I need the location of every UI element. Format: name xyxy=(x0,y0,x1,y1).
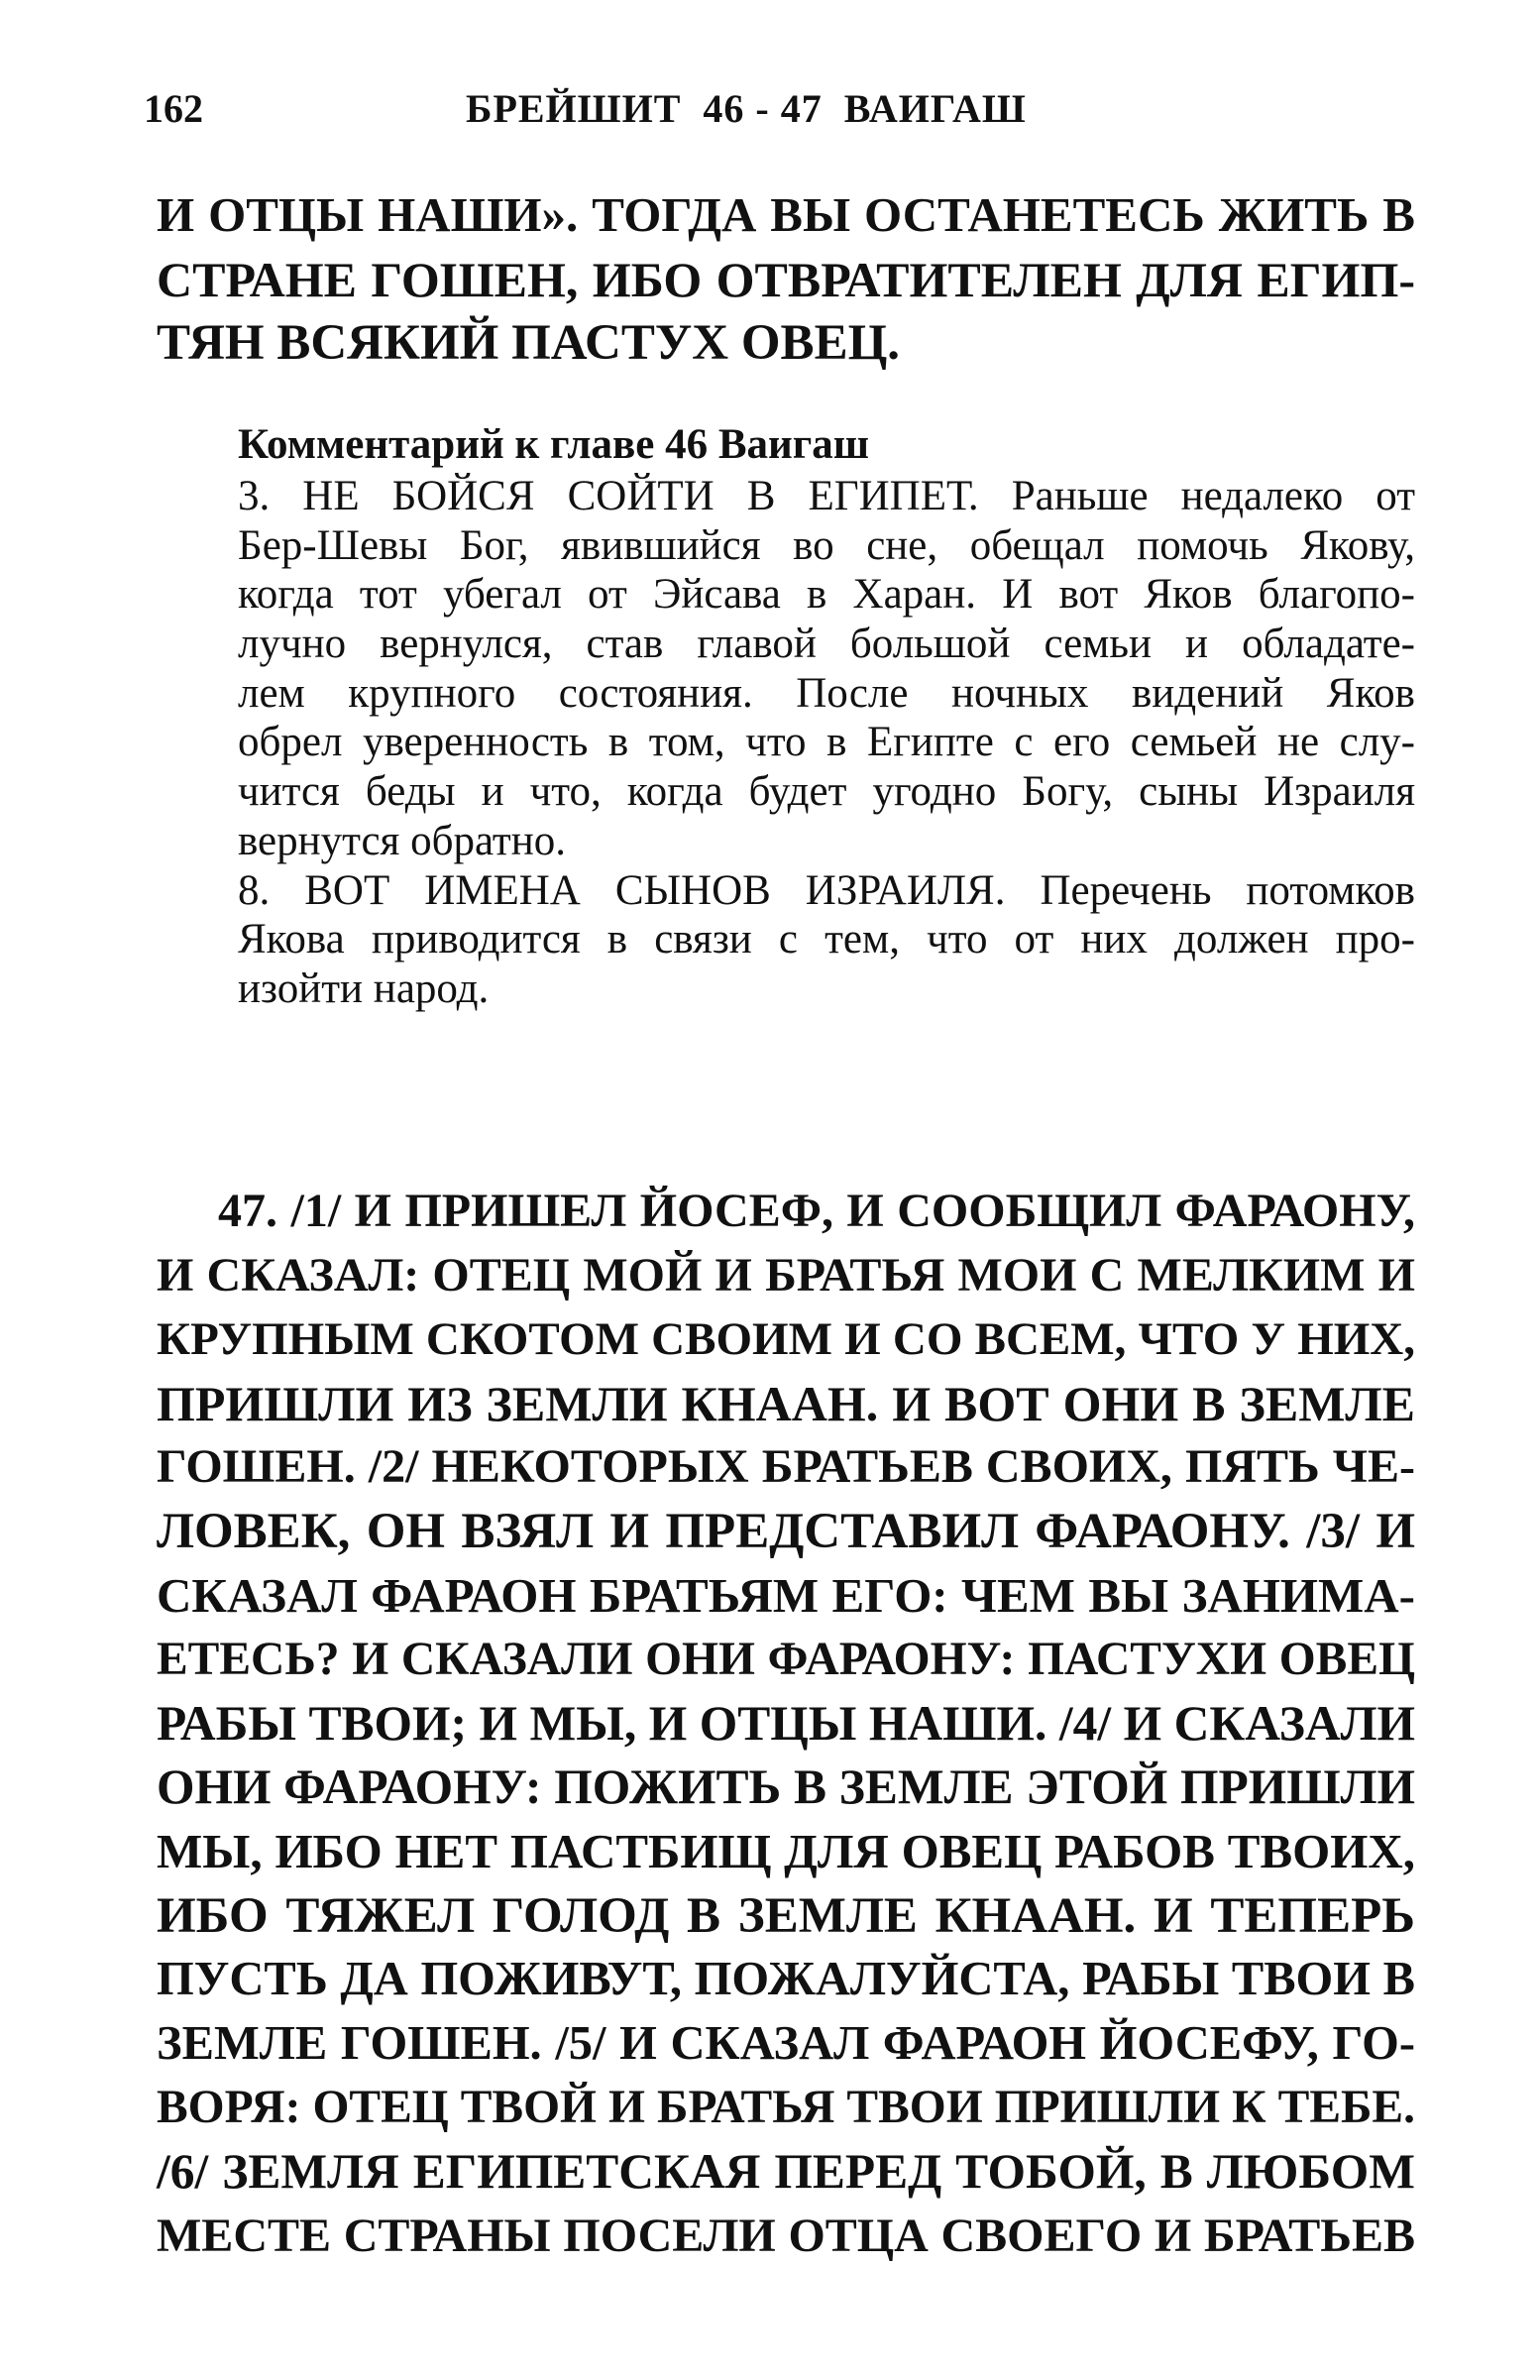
commentary-line: вернутся обратно. xyxy=(238,817,566,864)
verse-line: И ОТЦЫ НАШИ». ТОГДА ВЫ ОСТАНЕТЕСЬ ЖИТЬ В xyxy=(157,187,1415,242)
verse-line: СКАЗАЛ ФАРАОН БРАТЬЯМ ЕГО: ЧЕМ ВЫ ЗАНИМА- xyxy=(157,1567,1415,1623)
verse-line: /6/ ЗЕМЛЯ ЕГИПЕТСКАЯ ПЕРЕД ТОБОЙ, В ЛЮБОМ xyxy=(157,2143,1415,2199)
commentary-line: 3. НЕ БОЙСЯ СОЙТИ В ЕГИПЕТ. Раньше недалеко от xyxy=(238,473,1415,519)
commentary-line: 8. ВОТ ИМЕНА СЫНОВ ИЗРАИЛЯ. Перечень потомков xyxy=(238,866,1415,914)
commentary-line: Бер-Шевы Бог, явившийся во сне, обещал помочь Якову, xyxy=(238,521,1415,569)
verse-line: КРУПНЫМ СКОТОМ СВОИМ И СО ВСЕМ, ЧТО У НИХ, xyxy=(157,1313,1415,1366)
verse-line: СТРАНЕ ГОШЕН, ИБО ОТВРАТИТЕЛЕН ДЛЯ ЕГИП- xyxy=(157,251,1415,307)
page-header xyxy=(144,79,1412,139)
verse-line: МЕСТЕ СТРАНЫ ПОСЕЛИ ОТЦА СВОЕГО И БРАТЬЕВ xyxy=(157,2209,1415,2262)
verse-line: И СКАЗАЛ: ОТЕЦ МОЙ И БРАТЬЯ МОИ С МЕЛКИМ И xyxy=(157,1248,1415,1302)
chapter-47-block xyxy=(157,1180,1415,2268)
commentary-block xyxy=(238,420,1415,1014)
commentary-line: обрел уверенность в том, что в Египте с его семьей не слу- xyxy=(238,719,1415,766)
verse-line: ПУСТЬ ДА ПОЖИВУТ, ПОЖАЛУЙСТА, РАБЫ ТВОИ В xyxy=(157,1953,1415,2006)
commentary-line: изойти народ. xyxy=(238,964,490,1012)
verse-line: ЗЕМЛЕ ГОШЕН. /5/ И СКАЗАЛ ФАРАОН ЙОСЕФУ, ГО- xyxy=(157,2016,1415,2070)
commentary-title: Комментарий к главе 46 Ваигаш xyxy=(238,421,870,468)
top-verse-block xyxy=(157,183,1415,376)
verse-line: ИБО ТЯЖЕЛ ГОЛОД В ЗЕМЛЕ КНААН. И ТЕПЕРЬ xyxy=(157,1887,1415,1944)
commentary-line: лем крупного состояния. После ночных видений Яков xyxy=(238,669,1415,717)
verse-line: РАБЫ ТВОИ; И МЫ, И ОТЦЫ НАШИ. /4/ И СКАЗАЛИ xyxy=(157,1695,1415,1751)
verse-line: МЫ, ИБО НЕТ ПАСТБИЩ ДЛЯ ОВЕЦ РАБОВ ТВОИХ, xyxy=(157,1823,1415,1878)
verse-line: ТЯН ВСЯКИЙ ПАСТУХ ОВЕЦ. xyxy=(157,315,901,372)
verse-line: ГОШЕН. /2/ НЕКОТОРЫХ БРАТЬЕВ СВОИХ, ПЯТЬ ЧЕ- xyxy=(157,1440,1415,1494)
verse-line: 47. /1/ И ПРИШЕЛ ЙОСЕФ, И СООБЩИЛ ФАРАОНУ, xyxy=(218,1185,1415,1237)
running-title: БРЕЙШИТ 46 - 47 ВАИГАШ xyxy=(466,86,1027,131)
commentary-line: когда тот убегал от Эйсава в Харан. И вот Яков благопо- xyxy=(238,571,1415,619)
verse-line: ОНИ ФАРАОНУ: ПОЖИТЬ В ЗЕМЛЕ ЭТОЙ ПРИШЛИ xyxy=(157,1759,1415,1815)
verse-line: ЛОВЕК, ОН ВЗЯЛ И ПРЕДСТАВИЛ ФАРАОНУ. /3/ И xyxy=(157,1503,1415,1559)
verse-line: ПРИШЛИ ИЗ ЗЕМЛИ КНААН. И ВОТ ОНИ В ЗЕМЛЕ xyxy=(157,1375,1415,1431)
commentary-line: лучно вернулся, став главой большой семьи и обладате- xyxy=(238,621,1415,668)
commentary-line: Якова приводится в связи с тем, что от них должен про- xyxy=(238,916,1415,963)
commentary-line: чится беды и что, когда будет угодно Богу, сыны Израиля xyxy=(238,768,1415,816)
page-number: 162 xyxy=(144,86,203,131)
verse-line: ЕТЕСЬ? И СКАЗАЛИ ОНИ ФАРАОНУ: ПАСТУХИ ОВЕЦ xyxy=(157,1634,1415,1686)
verse-line: ВОРЯ: ОТЕЦ ТВОЙ И БРАТЬЯ ТВОИ ПРИШЛИ К ТЕБЕ. xyxy=(157,2082,1415,2134)
